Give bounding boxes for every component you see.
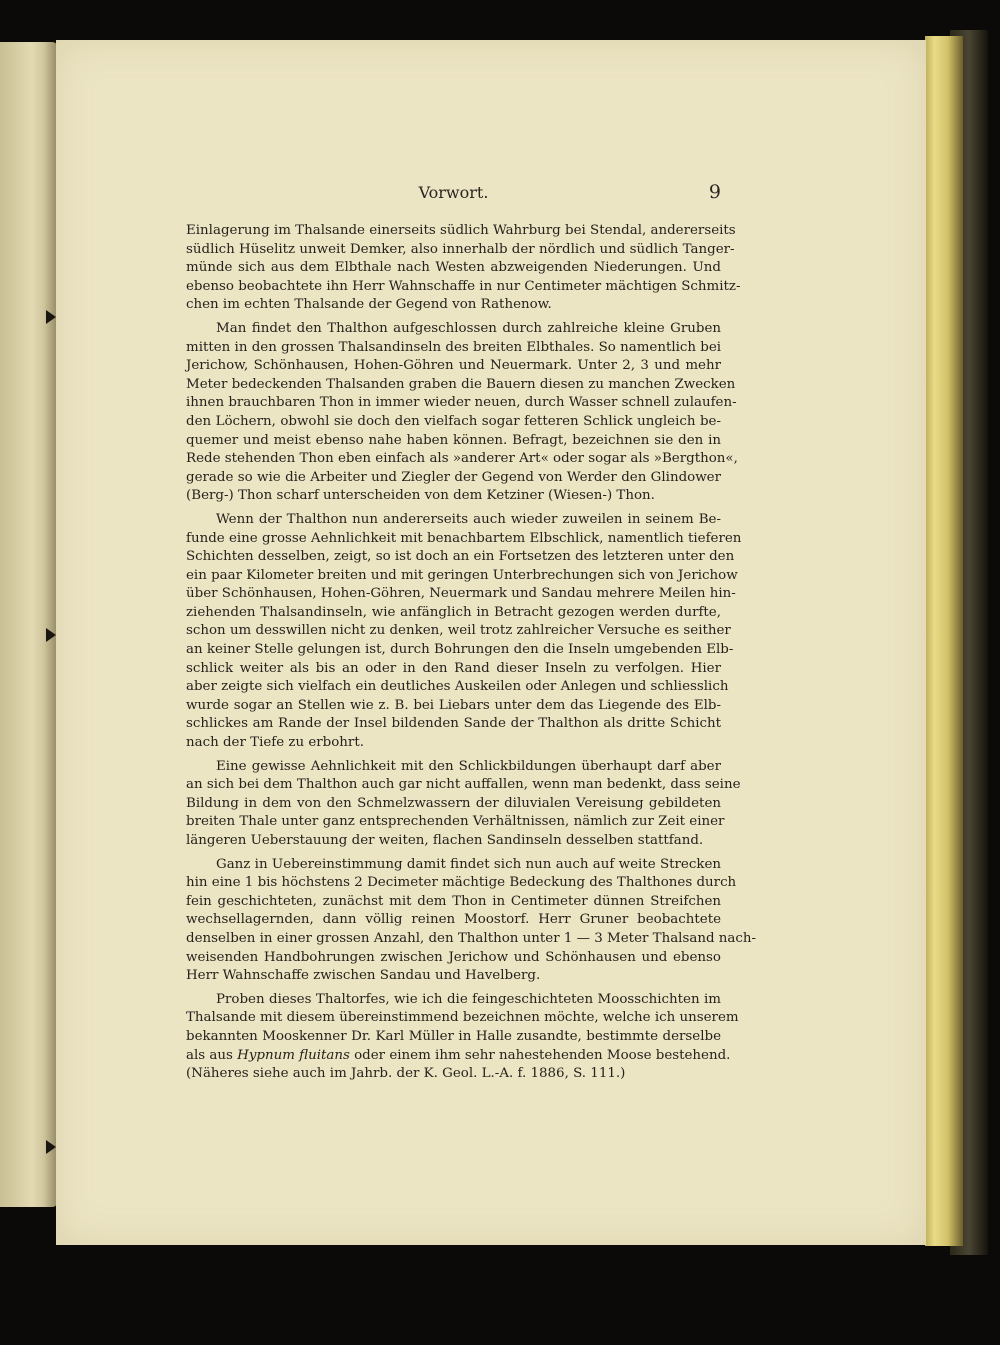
text-line: münde sich aus dem Elbthale nach Westen abzweigenden Niederungen. Und <box>186 260 721 276</box>
binding-notch <box>46 310 56 324</box>
body-text <box>186 222 757 1089</box>
text-line: fein geschichteten, zunächst mit dem Thon in Centimeter dünnen Streifchen <box>186 893 721 909</box>
text-line: Rede stehenden Thon eben einfach als »anderer Art« oder sogar als »Bergthon«, <box>186 451 738 467</box>
text-line: Ganz in Uebereinstimmung damit findet sich nun auch auf weite Strecken <box>216 856 721 872</box>
paragraph <box>186 320 738 506</box>
paragraph <box>186 511 742 753</box>
text-line: aber zeigte sich vielfach ein deutliches Auskeilen oder Anlegen und schliesslich <box>186 679 729 695</box>
paragraph <box>186 856 757 986</box>
page-stack-edge <box>925 36 963 1246</box>
text-line: südlich Hüselitz unweit Demker, also innerhalb der nördlich und südlich Tanger- <box>186 241 735 257</box>
text-line: Man findet den Thalthon aufgeschlossen durch zahlreiche kleine Gruben <box>216 320 721 336</box>
text-line: ziehenden Thalsandinseln, wie anfänglich in Betracht gezogen werden durfte, <box>186 604 721 620</box>
text-line: über Schönhausen, Hohen-Göhren, Neuermark und Sandau mehrere Meilen hin- <box>186 586 736 602</box>
text-line: (Näheres siehe auch im Jahrb. der K. Geol. L.-A. f. 1886, S. 111.) <box>186 1066 626 1082</box>
text-line: denselben in einer grossen Anzahl, den Thalthon unter 1 — 3 Meter Thalsand nach- <box>186 930 757 946</box>
text-line: breiten Thale unter ganz entsprechenden Verhältnissen, nämlich zur Zeit einer <box>186 814 725 830</box>
text-line: Herr Wahnschaffe zwischen Sandau und Havelberg. <box>186 968 541 984</box>
text-line: ebenso beobachtete ihn Herr Wahnschaffe in nur Centimeter mächtigen Schmitz- <box>186 278 741 294</box>
text-line: schon um desswillen nicht zu denken, weil trotz zahlreicher Versuche es seither <box>186 623 731 639</box>
text-line: Wenn der Thalthon nun andererseits auch wieder zuweilen in seinem Be- <box>216 511 721 527</box>
text-line: schlickes am Rande der Insel bildenden Sande der Thalthon als dritte Schicht <box>186 716 721 732</box>
text-line: nach der Tiefe zu erbohrt. <box>186 735 364 751</box>
text-line: schlick weiter als bis an oder in den Rand dieser Inseln zu verfolgen. Hier <box>186 660 721 676</box>
text-line: ihnen brauchbaren Thon in immer wieder neuen, durch Wasser schnell zulaufen- <box>186 395 737 411</box>
text-line: funde eine grosse Aehnlichkeit mit benachbartem Elbschlick, namentlich tieferen <box>186 530 742 546</box>
text-line: wechsellagernden, dann völlig reinen Moostorf. Herr Gruner beobachtete <box>186 912 721 928</box>
text-line: weisenden Handbohrungen zwischen Jerichow und Schönhausen und ebenso <box>186 949 721 965</box>
text-line: Einlagerung im Thalsande einerseits südlich Wahrburg bei Stendal, andererseits <box>186 223 736 238</box>
text-line: Jerichow, Schönhausen, Hohen-Göhren und Neuermark. Unter 2, 3 und mehr <box>186 358 721 374</box>
text-line: hin eine 1 bis höchstens 2 Decimeter mächtige Bedeckung des Thalthones durch <box>186 875 737 891</box>
text-line: Bildung in dem von den Schmelzwassern der diluvialen Vereisung gebildeten <box>186 795 721 811</box>
binding-notch <box>46 1140 56 1154</box>
text-line: Schichten desselben, zeigt, so ist doch an ein Fortsetzen des letzteren unter den <box>186 549 735 565</box>
text-line: Thalsande mit diesem übereinstimmend bezeichnen möchte, welche ich unserem <box>186 1010 739 1026</box>
page-header <box>186 183 721 209</box>
text-line: wurde sogar an Stellen wie z. B. bei Liebars unter dem das Liegende des Elb- <box>186 697 721 713</box>
paragraph <box>186 758 741 851</box>
text-line: gerade so wie die Arbeiter und Ziegler der Gegend von Werder den Glindower <box>186 469 721 485</box>
text-line: quemer und meist ebenso nahe haben können. Befragt, bezeichnen sie den in <box>186 432 721 448</box>
paragraph <box>186 991 739 1084</box>
text-line: Eine gewisse Aehnlichkeit mit den Schlickbildungen überhaupt darf aber <box>216 758 721 774</box>
running-title: Vorwort. <box>418 183 489 202</box>
text-line: Proben dieses Thaltorfes, wie ich die feingeschichteten Moosschichten im <box>216 991 721 1007</box>
text-line: chen im echten Thalsande der Gegend von Rathenow. <box>186 297 552 313</box>
text-line: an keiner Stelle gelungen ist, durch Bohrungen den die Inseln umgebenden Elb- <box>186 642 734 658</box>
page-number: 9 <box>708 181 721 203</box>
binding-notch <box>46 628 56 642</box>
text-line: ein paar Kilometer breiten und mit geringen Unterbrechungen sich von Jerichow <box>186 567 738 583</box>
text-line: längeren Ueberstauung der weiten, flachen Sandinseln desselben stattfand. <box>186 833 704 848</box>
text-line: (Berg-) Thon scharf unterscheiden von dem Ketziner (Wiesen-) Thon. <box>186 488 655 504</box>
paragraph <box>186 222 741 315</box>
text-line: den Löchern, obwohl sie doch den vielfach sogar fetteren Schlick ungleich be- <box>186 413 721 429</box>
text-line: bekannten Mooskenner Dr. Karl Müller in Halle zusandte, bestimmte derselbe <box>186 1028 721 1044</box>
text-line: als aus Hypnum fluitans oder einem ihm sehr nahestehenden Moose bestehend. <box>186 1047 731 1063</box>
text-line: Meter bedeckenden Thalsanden graben die Bauern diesen zu manchen Zwecken <box>186 376 736 392</box>
text-line: mitten in den grossen Thalsandinseln des breiten Elbthales. So namentlich bei <box>186 339 722 355</box>
text-line: an sich bei dem Thalthon auch gar nicht auffallen, wenn man bedenkt, dass seine <box>186 777 741 793</box>
